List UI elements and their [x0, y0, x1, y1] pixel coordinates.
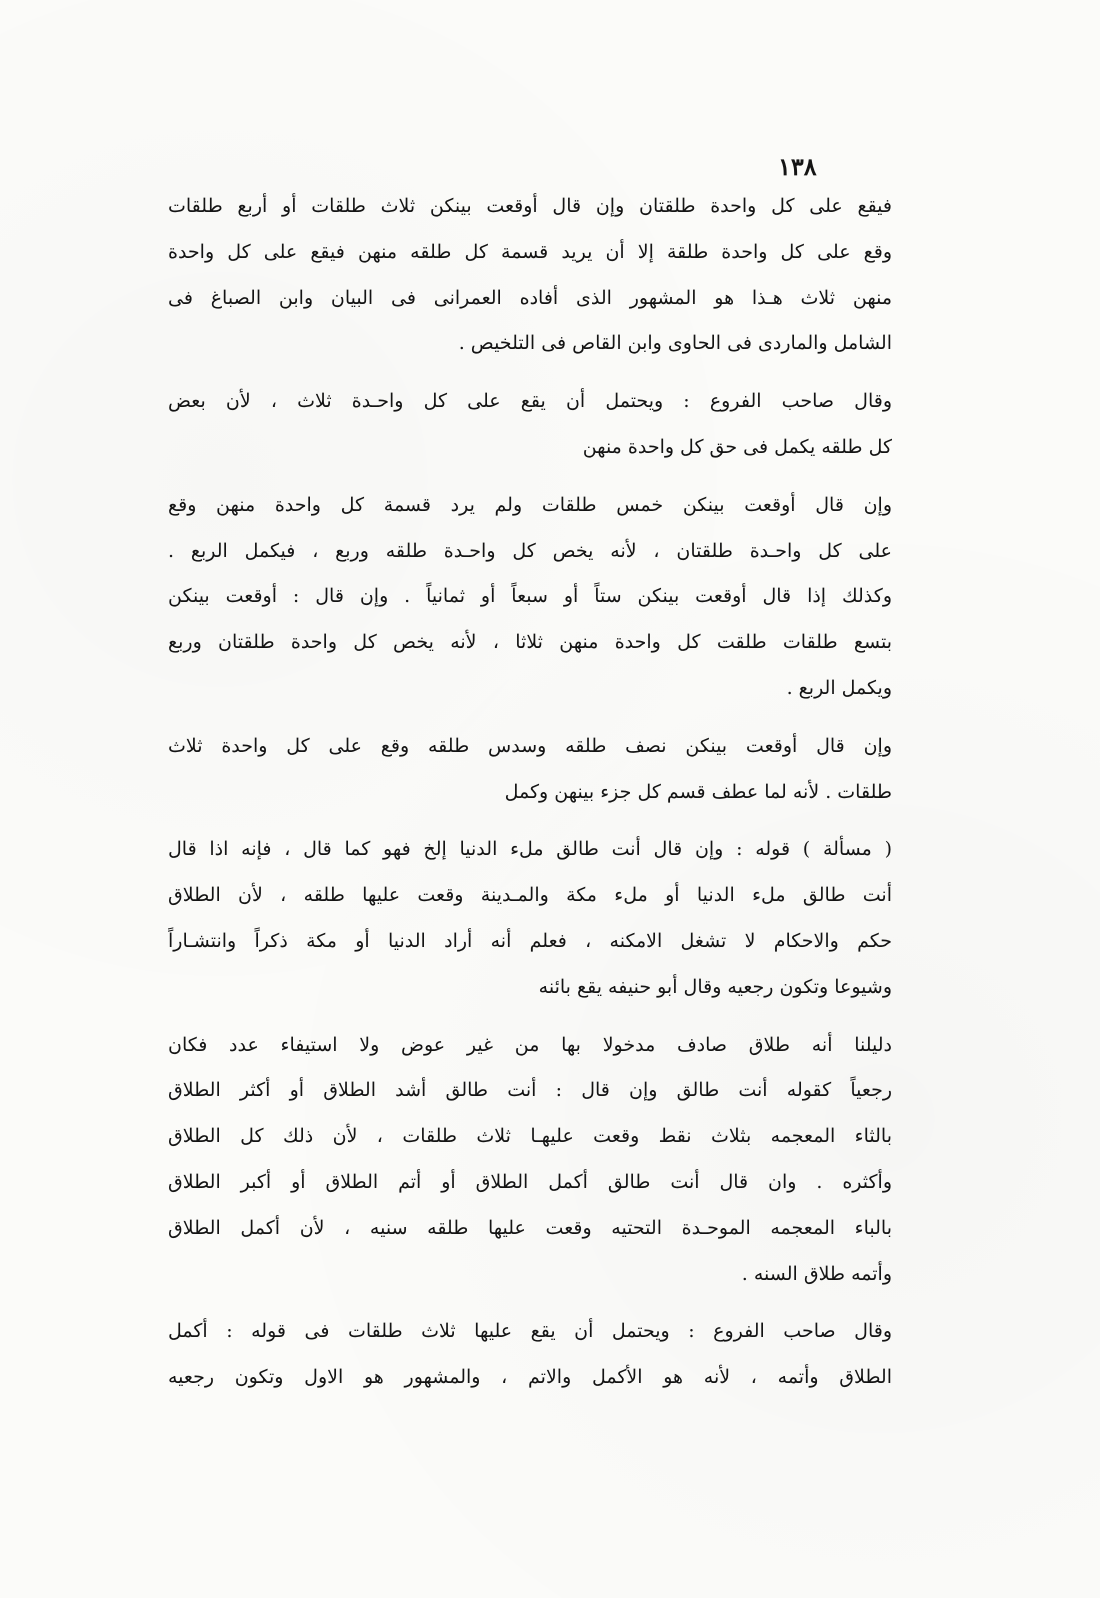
text-line: الطلاق وأتمه ، لأنه هو الأكمل والاتم ، والمشهور هو الاول وتكون رجعيه [168, 1366, 892, 1389]
text-line: أنت طالق ملء الدنيا أو ملء مكة والمـدينة وقعت عليها طلقه ، لأن الطلاق [168, 884, 892, 907]
paragraph [168, 1023, 892, 1298]
paragraph [168, 827, 892, 1010]
text-line: وأتمه طلاق السنه . [741, 1262, 892, 1285]
text-line: منهن ثلاث هـذا هو المشهور الذى أفاده العمرانى فى البيان وابن الصباغ فى [168, 286, 892, 309]
text-line: وقع على كل واحدة طلقة إلا أن يريد قسمة كل طلقه منهن فيقع على كل واحدة [168, 240, 892, 263]
text-line: الشامل والماردى فى الحاوى وابن القاص فى التلخيص . [458, 332, 892, 355]
text-line: وكذلك إذا قال أوقعت بينكن ستاً أو سبعاً أو ثمانياً . وإن قال : أوقعت بينكن [168, 585, 892, 608]
text-line: دليلنا أنه طلاق صادف مدخولا بها من غير عوض ولا استيفاء عدد فكان [168, 1033, 892, 1056]
text-line: حكم والاحكام لا تشغل الامكنه ، فعلم أنه أراد الدنيا أو مكة ذكراً وانتشـاراً [168, 929, 892, 952]
text-line: ويكمل الربع . [786, 676, 892, 699]
paragraph [168, 483, 892, 712]
text-line: وقال صاحب الفروع : ويحتمل أن يقع على كل واحـدة ثلاث ، لأن بعض [168, 390, 892, 413]
paragraph [168, 379, 892, 471]
page-number: ١٣٨ [778, 152, 817, 181]
text-line: وإن قال أوقعت بينكن نصف طلقه وسدس طلقه وقع على كل واحدة ثلاث [168, 734, 892, 757]
text-line: بتسع طلقات طلقت كل واحدة منهن ثلاثا ، لأنه يخص كل واحدة طلقتان وربع [168, 631, 892, 654]
text-line: وشيوعا وتكون رجعيه وقال أبو حنيفه يقع بائنه [538, 975, 892, 998]
text-line: وأكثره . وان قال أنت طالق أكمل الطلاق أو أتم الطلاق أو أكبر الطلاق [168, 1170, 892, 1193]
paragraph [168, 724, 892, 816]
text-line: كل طلقه يكمل فى حق كل واحدة منهن [582, 435, 892, 458]
text-line: طلقات . لأنه لما عطف قسم كل جزء بينهن وكمل [504, 780, 892, 803]
text-line: بالثاء المعجمه بثلاث نقط وقعت عليهـا ثلاث طلقات ، لأن ذلك كل الطلاق [168, 1125, 892, 1148]
text-line: وقال صاحب الفروع : ويحتمل أن يقع عليها ثلاث طلقات فى قوله : أكمل [168, 1320, 892, 1343]
text-line: فيقع على كل واحدة طلقتان وإن قال أوقعت بينكن ثلاث طلقات أو أربع طلقات [168, 195, 892, 217]
text-line: رجعياً كقوله أنت طالق وإن قال : أنت طالق أشد الطلاق أو أكثر الطلاق [168, 1079, 892, 1102]
body-text [168, 184, 892, 1413]
text-line: على كل واحـدة طلقتان ، لأنه يخص كل واحـدة طلقه وربع ، فيكمل الربع . [168, 539, 892, 562]
text-line: بالباء المعجمه الموحـدة التحتيه وقعت عليها طلقه سنيه ، لأن أكمل الطلاق [168, 1216, 892, 1239]
text-line: وإن قال أوقعت بينكن خمس طلقات ولم يرد قسمة كل واحدة منهن وقع [168, 493, 892, 516]
paragraph [168, 1309, 892, 1401]
paragraph [168, 184, 892, 367]
text-line: ( مسألة ) قوله : وإن قال أنت طالق ملء الدنيا إلخ فهو كما قال ، فإنه اذا قال [168, 838, 892, 861]
